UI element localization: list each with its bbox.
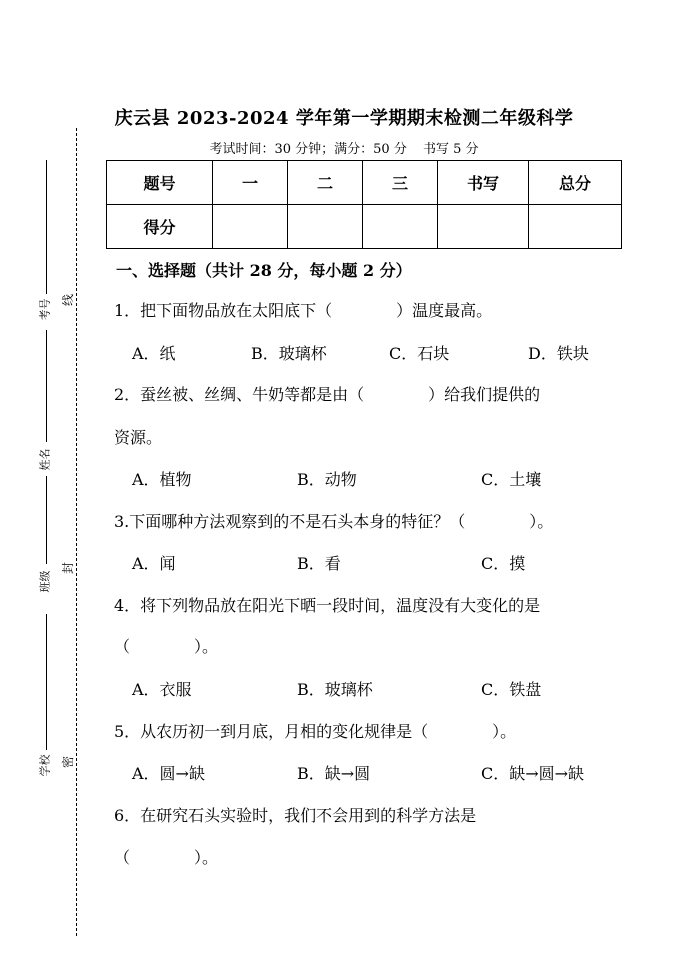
binding-dashed-line <box>76 128 77 936</box>
question-3-option-b: B．看 <box>297 554 341 573</box>
question-5-stem: 5．从农历初一到月底，月相的变化规律是（ ）。 <box>114 722 517 741</box>
score-input-cell[interactable] <box>529 205 622 249</box>
question-1-option-a: A．纸 <box>132 344 176 363</box>
question-3-option-a: A．闻 <box>132 554 176 573</box>
side-rule-name <box>46 330 47 442</box>
question-4-stem: 4．将下列物品放在阳光下晒一段时间，温度没有大变化的是 <box>114 596 541 615</box>
exam-title: 庆云县 2023-2024 学年第一学期期末检测二年级科学 <box>114 108 574 129</box>
question-2-stem: 2．蚕丝被、丝绸、牛奶等都是由（ ）给我们提供的 <box>114 385 541 404</box>
question-4-option-a: A．衣服 <box>132 680 192 699</box>
question-5-option-b: B．缺→圆 <box>297 764 371 783</box>
question-2-option-b: B．动物 <box>297 470 357 489</box>
question-1-option-c: C．石块 <box>389 344 450 363</box>
question-6-stem-cont: （ ）。 <box>114 848 219 867</box>
score-table <box>106 160 622 249</box>
question-5-option-c: C．缺→圆→缺 <box>481 764 585 783</box>
exam-time-info: 考试时间：30 分钟；满分：50 分 <box>209 142 407 157</box>
question-4-stem-cont: （ ）。 <box>114 637 219 656</box>
question-2-option-c: C．土壤 <box>481 470 542 489</box>
side-rule-exam-number <box>46 160 47 294</box>
score-input-cell[interactable] <box>288 205 363 249</box>
question-6-stem: 6．在研究石头实验时，我们不会用到的科学方法是 <box>114 806 477 825</box>
side-rule-school <box>46 614 47 750</box>
side-label-exam-number: 考号 <box>38 298 52 321</box>
score-header-cell: 总分 <box>529 161 622 205</box>
score-input-cell[interactable] <box>363 205 438 249</box>
question-3-stem: 3.下面哪种方法观察到的不是石头本身的特征？（ ）。 <box>114 512 554 531</box>
score-header-cell: 题号 <box>107 161 213 205</box>
side-mark-line: 线 <box>61 293 76 307</box>
question-1-option-b: B．玻璃杯 <box>251 344 327 363</box>
side-label-name: 姓名 <box>38 448 52 471</box>
question-3-option-c: C．摸 <box>481 554 526 573</box>
question-4-option-b: B．玻璃杯 <box>297 680 373 699</box>
score-header-cell: 书写 <box>438 161 529 205</box>
score-header-cell: 一 <box>213 161 288 205</box>
score-header-cell: 二 <box>288 161 363 205</box>
question-2-option-a: A．植物 <box>132 470 192 489</box>
side-label-school: 学校 <box>38 754 52 777</box>
score-input-cell[interactable] <box>213 205 288 249</box>
side-label-class: 班级 <box>38 570 52 593</box>
question-2-stem-cont: 资源。 <box>114 428 163 447</box>
score-row-label: 得分 <box>107 205 213 249</box>
question-4-option-c: C．铁盘 <box>481 680 542 699</box>
side-mark-seal: 封 <box>61 561 76 575</box>
score-header-cell: 三 <box>363 161 438 205</box>
question-5-option-a: A．圆→缺 <box>132 764 205 783</box>
score-input-cell[interactable] <box>438 205 529 249</box>
score-table-score-row <box>107 205 622 249</box>
question-1-option-d: D．铁块 <box>528 344 589 363</box>
exam-subtitle <box>0 138 688 157</box>
exam-writing-info: 书写 5 分 <box>422 142 479 157</box>
question-1-stem: 1．把下面物品放在太阳底下（ ）温度最高。 <box>114 301 493 320</box>
side-rule-class <box>46 476 47 564</box>
side-mark-secret: 密 <box>61 755 76 769</box>
score-table-header-row <box>107 161 622 205</box>
section-heading: 一、选择题（共计 28 分，每小题 2 分） <box>116 261 412 280</box>
